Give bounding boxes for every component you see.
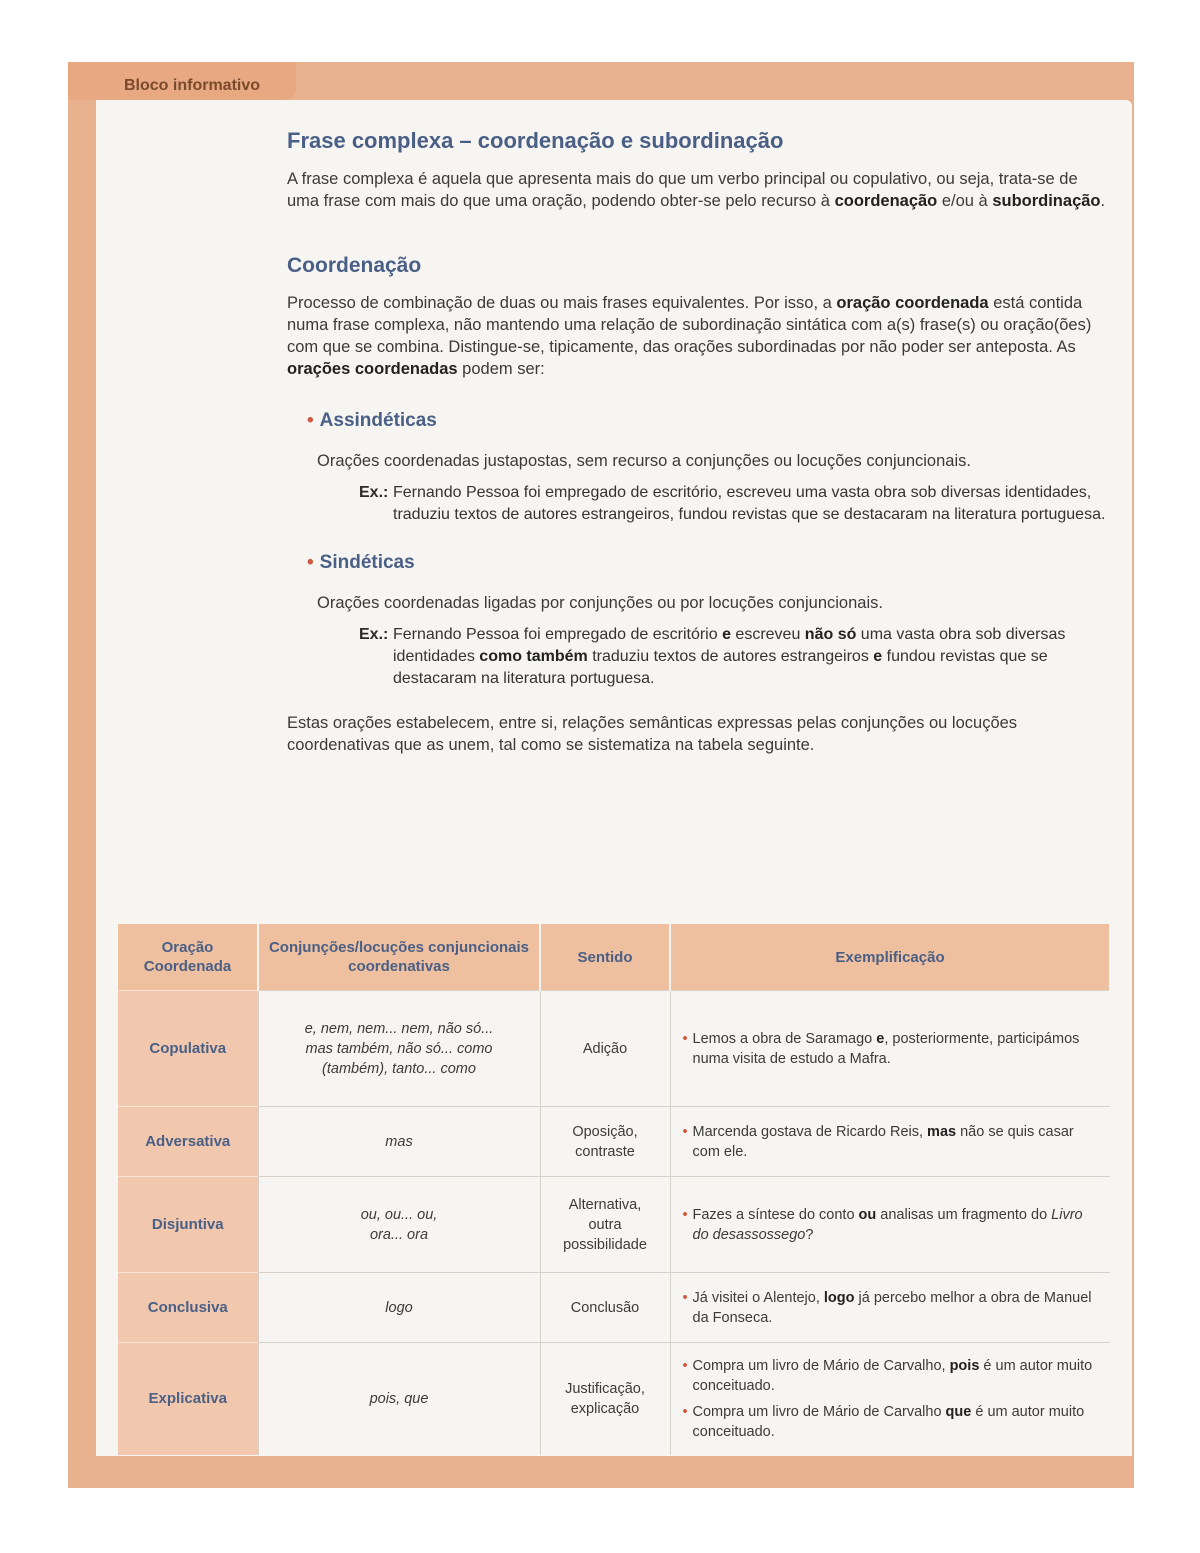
ex-seg: Marcenda gostava de Ricardo Reis,	[692, 1123, 928, 1140]
example-label: Ex.:	[359, 626, 389, 643]
row-example	[670, 1343, 1110, 1455]
example-line	[683, 1356, 1097, 1396]
ex-keyword: como também	[479, 648, 588, 665]
coord-text-3: podem ser:	[457, 360, 545, 378]
bullet-icon: •	[307, 410, 314, 431]
intro-bold-1: coordenação	[834, 192, 938, 210]
row-conj: logo	[258, 1273, 540, 1343]
section-tab	[68, 62, 296, 100]
ex-seg: fundou revistas que se destacaram na literatura portuguesa.	[393, 648, 1048, 687]
example-text	[693, 1356, 1097, 1396]
row-type: Adversativa	[118, 1107, 258, 1177]
example-text	[693, 1402, 1097, 1442]
ex-seg: não se quis casar com ele.	[692, 1123, 1074, 1160]
bullet-icon: •	[682, 1403, 688, 1420]
header-sentido: Sentido	[540, 924, 670, 991]
table-row	[118, 1343, 1110, 1455]
table-row	[118, 1273, 1110, 1343]
ex-keyword: mas	[927, 1123, 957, 1140]
row-conj: ou, ou... ou, ora... ora	[258, 1177, 540, 1273]
bullet-icon: •	[682, 1357, 688, 1374]
assindeticas-title-text: Assindéticas	[319, 410, 437, 431]
coordenacao-paragraph	[287, 292, 1109, 380]
ex-keyword: que	[945, 1403, 972, 1420]
bullet-icon: •	[682, 1206, 688, 1223]
section-heading-coordenacao: Coordenação	[287, 254, 422, 277]
intro-text-3: .	[1100, 192, 1106, 210]
example-line	[683, 1402, 1097, 1442]
ex-seg: é um autor muito conceituado.	[692, 1403, 1085, 1440]
row-example	[670, 991, 1110, 1107]
row-type: Conclusiva	[118, 1273, 258, 1343]
table-row	[118, 1177, 1110, 1273]
row-type: Copulativa	[118, 991, 258, 1107]
ex-keyword: pois	[949, 1357, 980, 1374]
assindeticas-description: Orações coordenadas justapostas, sem recurso a conjunções ou locuções conjuncionais.	[317, 452, 971, 470]
sindeticas-title	[307, 552, 1109, 574]
ex-keyword: e	[722, 626, 731, 643]
assindeticas-example-text: Fernando Pessoa foi empregado de escritório, escreveu uma vasta obra sob diversas identidades, traduziu textos de autores estrangeiros, fundou revistas que se destacaram na literatura portuguesa.	[393, 484, 1106, 523]
row-example	[670, 1107, 1110, 1177]
ex-seg: traduziu textos de autores estrangeiros	[587, 648, 874, 665]
example-label: Ex.:	[359, 484, 389, 501]
table-row	[118, 1107, 1110, 1177]
row-type: Explicativa	[118, 1343, 258, 1455]
sindeticas-block	[307, 552, 1109, 690]
ex-seg: Já visitei o Alentejo,	[692, 1289, 824, 1306]
ex-seg: Compra um livro de Mário de Carvalho	[692, 1403, 946, 1420]
header-oracao: Oração Coordenada	[118, 924, 258, 991]
ex-seg: Lemos a obra de Saramago	[692, 1030, 877, 1047]
intro-text-1: A frase complexa é aquela que apresenta mais do que um verbo principal ou copulativo, ou seja, trata-se de uma frase com mais do que uma oração, podendo obter-se pelo recurso à	[287, 170, 1078, 210]
sindeticas-example	[359, 624, 1109, 690]
row-sentido: Justificação, explicação	[540, 1343, 670, 1455]
ex-keyword: ou	[858, 1206, 877, 1223]
row-conj: pois, que	[258, 1343, 540, 1455]
closing-paragraph: Estas orações estabelecem, entre si, relações semânticas expressas pelas conjunções ou locuções coordenativas que as unem, tal como se sistematiza na tabela seguinte.	[287, 714, 1018, 754]
ex-keyword: e	[876, 1030, 885, 1047]
main-content	[287, 128, 1109, 756]
page-title: Frase complexa – coordenação e subordinação	[287, 128, 784, 153]
header-conjuncoes: Conjunções/locuções conjuncionais coordenativas	[258, 924, 540, 991]
coord-text-2: está contida numa frase complexa, não mantendo uma relação de subordinação sintática com a(s) frase(s) ou oração(ões) com que se combina. Distingue-se, tipicamente, das orações subordinadas por não poder ser anteposta. As	[287, 294, 1092, 356]
bullet-icon: •	[682, 1289, 688, 1306]
ex-keyword: e	[873, 648, 883, 665]
header-exemplificacao: Exemplificação	[670, 924, 1110, 991]
row-type: Disjuntiva	[118, 1177, 258, 1273]
ex-italic: Livro do desassossego	[692, 1206, 1083, 1243]
coord-text-1: Processo de combinação de duas ou mais frases equivalentes. Por isso, a	[287, 294, 837, 312]
example-text	[693, 1288, 1097, 1328]
table-row	[118, 991, 1110, 1107]
row-example	[670, 1177, 1110, 1273]
intro-paragraph	[287, 168, 1109, 212]
ex-keyword: não só	[804, 626, 857, 643]
assindeticas-example	[359, 482, 1109, 526]
ex-seg: escreveu	[730, 626, 805, 643]
ex-seg: já percebo melhor a obra de Manuel da Fonseca.	[692, 1289, 1092, 1326]
sindeticas-example-text	[393, 624, 1109, 690]
bullet-icon: •	[307, 552, 314, 573]
ex-seg: uma vasta obra sob diversas identidades	[393, 626, 1066, 665]
bullet-icon: •	[682, 1030, 688, 1047]
intro-text-2: e/ou à	[937, 192, 993, 210]
example-line	[683, 1122, 1097, 1162]
coordination-table	[118, 924, 1111, 1455]
ex-seg: Compra um livro de Mário de Carvalho,	[692, 1357, 950, 1374]
row-sentido: Alternativa, outra possibilidade	[540, 1177, 670, 1273]
sindeticas-title-text: Sindéticas	[319, 552, 415, 573]
row-sentido: Conclusão	[540, 1273, 670, 1343]
assindeticas-title	[307, 410, 1109, 432]
example-text	[693, 1205, 1097, 1245]
intro-bold-2: subordinação	[992, 192, 1101, 210]
coord-bold-1: oração coordenada	[836, 294, 989, 312]
assindeticas-block	[307, 410, 1109, 526]
example-line	[683, 1029, 1097, 1069]
row-sentido: Adição	[540, 991, 670, 1107]
example-line	[683, 1205, 1097, 1245]
row-example	[670, 1273, 1110, 1343]
section-tab-label: Bloco informativo	[124, 77, 261, 94]
example-line	[683, 1288, 1097, 1328]
ex-seg: ?	[805, 1226, 814, 1243]
row-conj: mas	[258, 1107, 540, 1177]
row-conj: e, nem, nem... nem, não só... mas também, não só... como (também), tanto... como	[258, 991, 540, 1107]
ex-seg: é um autor muito conceituado.	[692, 1357, 1093, 1394]
example-text	[693, 1029, 1097, 1069]
ex-seg: , posteriormente, participámos numa visita de estudo a Mafra.	[692, 1030, 1080, 1067]
coord-bold-2: orações coordenadas	[287, 360, 458, 378]
sindeticas-description: Orações coordenadas ligadas por conjunções ou por locuções conjuncionais.	[317, 594, 883, 612]
ex-seg: Fernando Pessoa foi empregado de escritório	[393, 626, 723, 643]
bullet-icon: •	[682, 1123, 688, 1140]
example-text	[693, 1122, 1097, 1162]
ex-seg: Fazes a síntese do conto	[692, 1206, 859, 1223]
ex-seg: analisas um fragmento do	[876, 1206, 1052, 1223]
row-sentido: Oposição, contraste	[540, 1107, 670, 1177]
ex-keyword: logo	[823, 1289, 855, 1306]
table-header-row	[118, 924, 1110, 991]
